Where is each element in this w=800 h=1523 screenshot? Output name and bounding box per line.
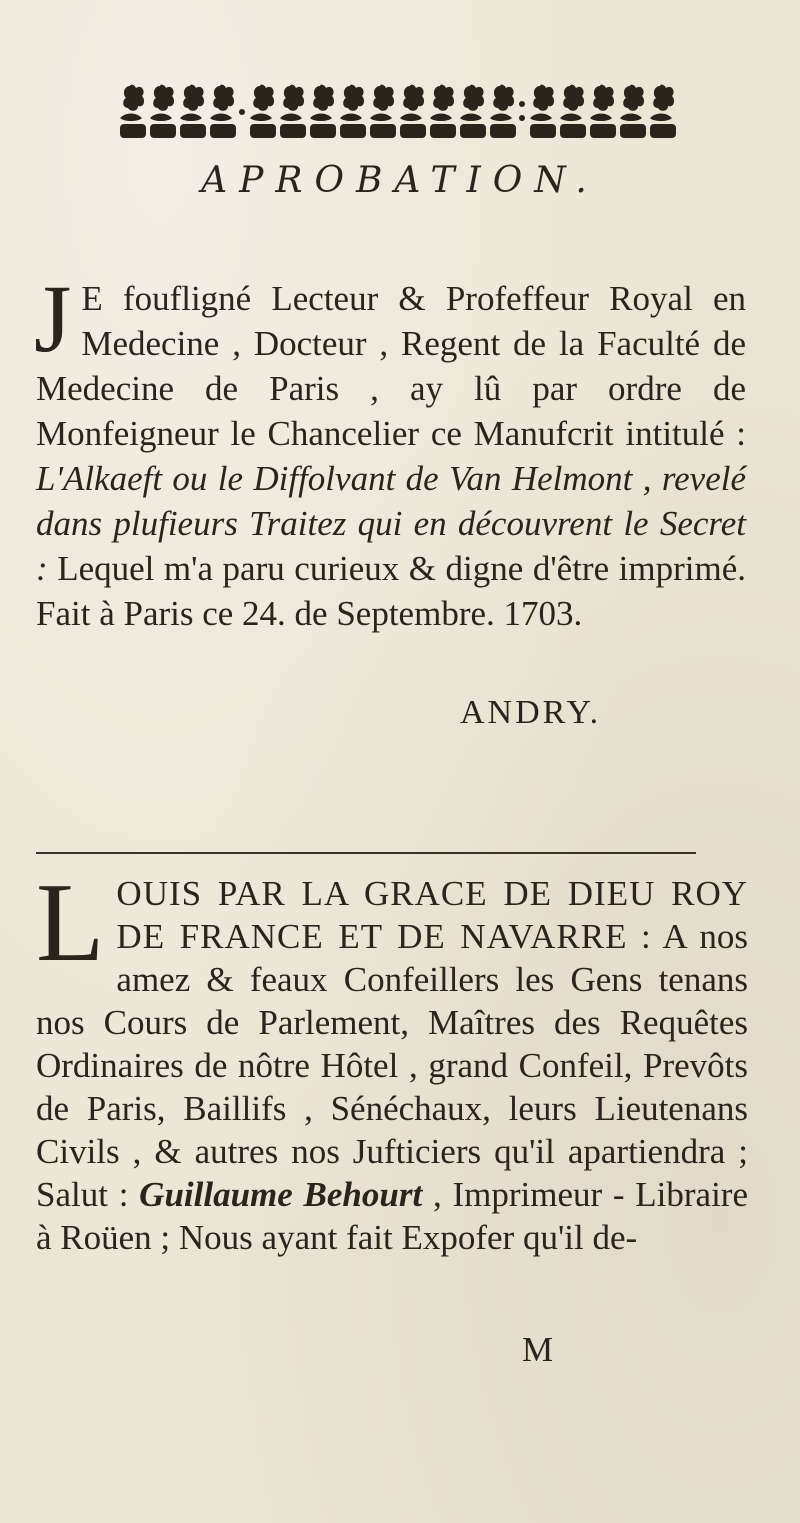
printer-name: Guillaume Behourt bbox=[139, 1175, 423, 1214]
manuscript-title: L'Alkaeft ou le Diffolvant de Van Helmont , revelé dans plufieurs Traitez qui en découvrent le Secret : bbox=[36, 459, 746, 588]
drop-cap-l: L bbox=[36, 861, 105, 985]
royal-decree-paragraph bbox=[36, 861, 749, 1259]
approbation-paragraph bbox=[34, 265, 746, 636]
fleuron-ornament-band bbox=[118, 82, 688, 142]
decree-text: : A nos amez & feaux Confeillers les Gens tenans nos Cours de Parlement, Maîtres des Requêtes Ordinaires de nôtre Hôtel , grand Confeil, Prevôts de Paris, Baillifs , Sénéchaux, leurs Lieutenans Civils , & autres nos Jufticiers qu'il apartiendra ; Salut : bbox=[36, 917, 749, 1214]
signature-andry: ANDRY. bbox=[460, 694, 602, 731]
drop-cap-j: J bbox=[34, 265, 72, 372]
decree-text-end: , Imprimeur - Libraire à Roüen ; Nous ayant fait Expofer qu'il de- bbox=[36, 1175, 748, 1257]
section-divider bbox=[36, 852, 696, 854]
royal-title: OUIS PAR LA GRACE DE DIEU ROY DE FRANCE ET DE NAVARRE bbox=[116, 874, 748, 956]
approbation-text-end: Lequel m'a paru curieux & digne d'être imprimé. Fait à Paris ce 24. de Septembre. 1703. bbox=[36, 549, 746, 633]
approbation-title: APROBATION. bbox=[201, 160, 599, 201]
signature-mark: M bbox=[522, 1330, 554, 1369]
approbation-text-start: E foufligné Lecteur & Profeffeur Royal en Medecine , Docteur , Regent de la Faculté de Medecine de Paris , ay lû par ordre de Monfeigneur le Chancelier ce Manufcrit intitulé : bbox=[36, 279, 746, 453]
